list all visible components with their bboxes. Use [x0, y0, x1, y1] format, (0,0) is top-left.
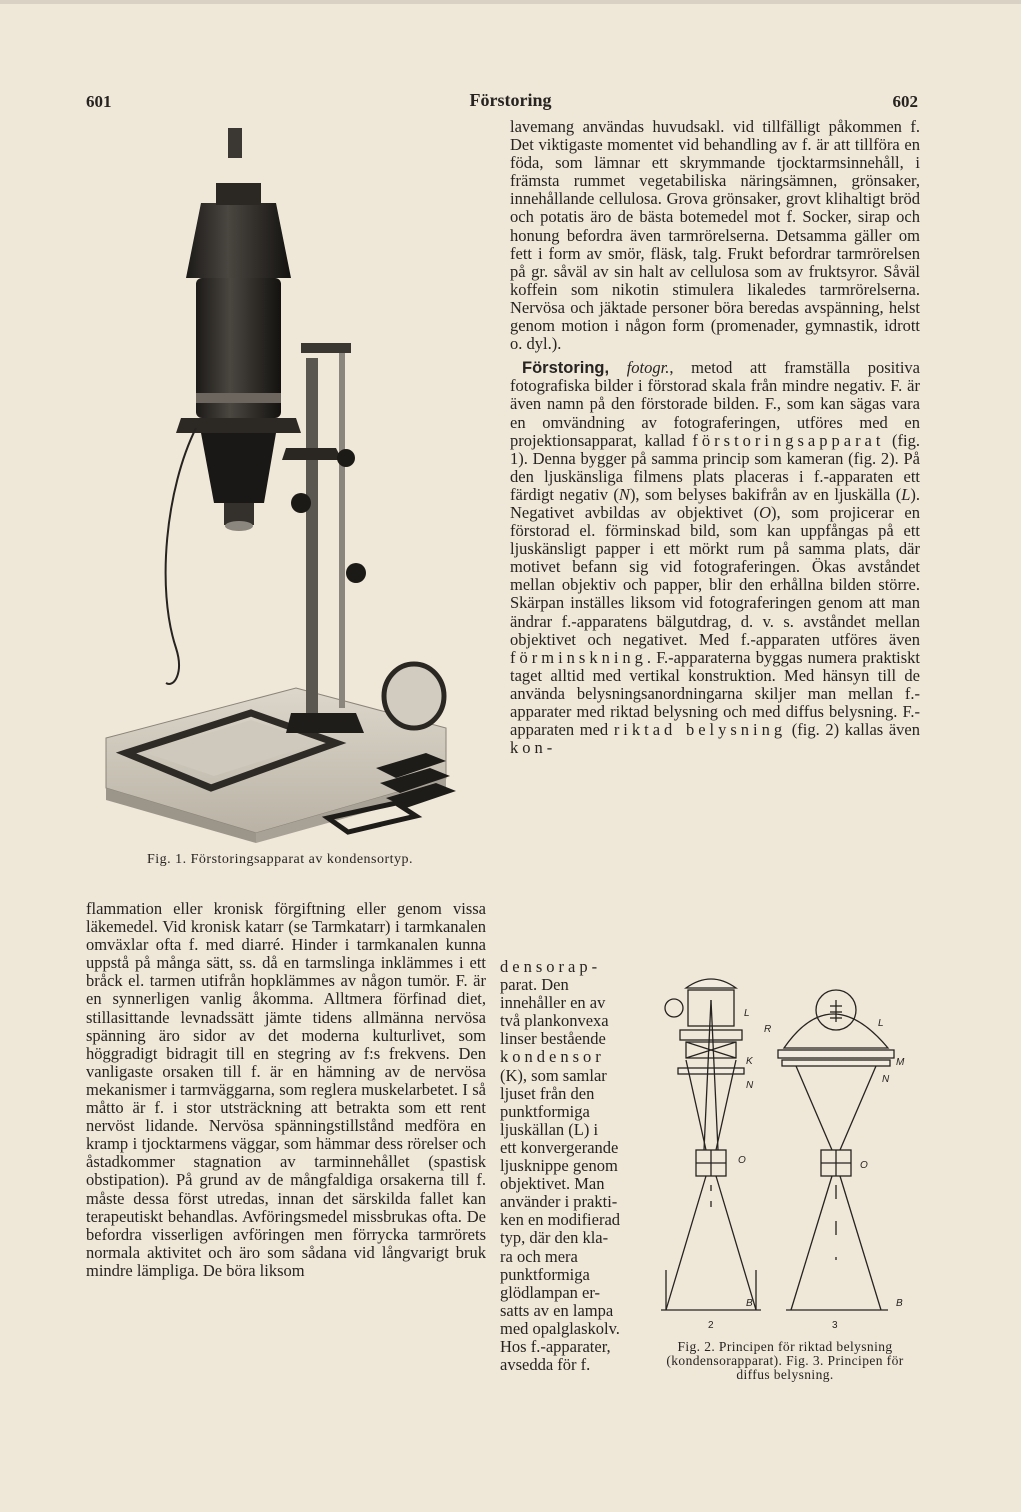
narrow-line: punktformiga [500, 1264, 590, 1284]
narrow-line: kondensor [500, 1047, 605, 1067]
entry-text: , metod att framställa positiva fotografiska bilder i förstorad skala från mindre negativ. F. är även namn på den förstorade bilden. F., som kan sägas vara en omvändning av fotograferingen, utföres med en projektionsapparat, kallad [510, 358, 920, 450]
left-column [86, 900, 486, 1286]
entry-text: (fig. 2) kallas även [786, 720, 920, 740]
narrow-line: ett konvergerande [500, 1137, 619, 1157]
entry-text: . F.-apparaterna byggas numera praktiskt taget alltid med vertikal konstruktion. Med hänsyn till de använda belysningsanordningarna skiljer man mellan f.-apparater med riktad belysning och med diffus belysning. F.-apparaten med [510, 647, 920, 740]
entry-text: ), som belyses bakifrån av en ljuskälla ( [629, 484, 902, 504]
narrow-line: ljuskällan (L) i [500, 1119, 599, 1139]
label-o-fig3: O [860, 1160, 868, 1171]
right-para-1: lavemang användas huvudsakl. vid tillfälligt påkommen f. Det viktigaste momentet vid behandling av f. är att tillföra en föda, som lämnar ett skrymmande tjocktarmsinnehåll, i främsta rummet vegetabiliska näringsämnen, grönsaker, innehållande cellulosa. Grova grönsaker, grovt klihaltigt bröd och potatis äro de bästa botemedel mot f. Socker, sirap och honung befordra även tarmrörelserna. Detsamma gäller om fett i form av smör, fläsk, talg. Frukt befordrar tarmrörelsen på gr. såväl av sin halt av cellulosa som av fruktsyror. Såväl koffein som nikotin stimulera likaledes tarmrörelserna. Nervösa och jäktade personer böra beredas avspänning, helst genom motion i någon form (promenader, gymnastik, idrott o. dyl.). [510, 117, 920, 354]
entry-text: ), som projicerar en förstorad el. förminskad bild, som kan uppfångas på ett ljuskänsligt papper i ett mörkt rum på samma plats, där motivet befann sig vid fotograferingen. Ökas avståndet mellan objektiv och papper, blir den erhållna bilden större. Skärpan inställes liksom vid fotograferingen genom att man ändrar f.-apparatens bälgutdrag, d. v. s. avståndet mellan objektivet och negativet. Med f.-apparaten utföres även [510, 502, 920, 649]
narrow-line: objektivet. Man [500, 1174, 605, 1194]
symbol-n: N [618, 484, 630, 504]
narrow-line: använder i prakti- [500, 1192, 618, 1212]
narrow-line: densorap- [500, 957, 602, 976]
narrow-line: punktformiga [500, 1101, 590, 1121]
page-number-left: 601 [86, 92, 112, 111]
narrow-line: innehåller en av [500, 993, 606, 1013]
entry-text: ). Negativet avbildas av objektivet ( [510, 484, 921, 522]
fig2-diagram [661, 979, 761, 1310]
fig3-diagram [778, 990, 894, 1310]
label-l-fig2: L [744, 1008, 750, 1019]
term-forstoringsapparat: förstoringsapparat [692, 430, 885, 450]
label-m-fig3: M [896, 1057, 905, 1068]
narrow-line: (K), som samlar [500, 1065, 607, 1085]
label-b-fig3: B [896, 1298, 903, 1309]
symbol-o: O [759, 502, 771, 522]
optics-diagram [656, 960, 916, 1330]
fig3-number: 3 [832, 1320, 838, 1330]
label-b-fig2: B [746, 1298, 753, 1309]
narrow-line: ljuset från den [500, 1083, 595, 1103]
term-kondensorapparat-start: kon- [510, 738, 557, 758]
right-column [510, 118, 920, 763]
entry-field: fotogr. [626, 358, 670, 378]
narrow-line: typ, där den kla- [500, 1228, 609, 1248]
term-riktad-belysning: riktad belysning [613, 720, 787, 740]
magnifier [384, 664, 444, 728]
label-o-fig2: O [738, 1155, 746, 1166]
fig2-number: 2 [708, 1320, 714, 1330]
figure23-caption: Fig. 2. Principen för riktad belysning (kondensorapparat). Fig. 3. Principen för diffus belysning. [666, 1339, 904, 1382]
page-edge [0, 0, 1021, 4]
running-head: Förstoring [469, 90, 552, 110]
bellows [201, 433, 276, 503]
label-l-fig3: L [878, 1018, 884, 1029]
narrow-line: parat. Den [500, 975, 569, 995]
narrow-line: två plankonvexa [500, 1011, 609, 1031]
term-forminskning: förminskning [510, 647, 647, 667]
narrow-line: ken en modifierad [500, 1210, 621, 1230]
entry-headword: Förstoring, [522, 359, 610, 378]
figure1-caption: Fig. 1. Förstoringsapparat av kondensortyp. [146, 852, 414, 867]
narrow-line: avsedda för f. [500, 1355, 591, 1375]
entry-text: (fig. 1). Denna bygger på samma princip som kameran (fig. 2). På den ljuskänsliga filmens plats placeras i f.-apparaten ett färdigt negativ ( [510, 430, 921, 504]
narrow-column [500, 958, 654, 1374]
label-r-fig3: R [764, 1024, 772, 1035]
narrow-line: satts av en lampa [500, 1300, 614, 1320]
entry-forstoring [510, 359, 920, 757]
narrow-line: Hos f.-apparater, [500, 1336, 611, 1356]
left-para-1: flammation eller kronisk förgiftning eller genom vissa läkemedel. Vid kronisk katarr (se Tarmkatarr) i tarmkanalen omväxlar ofta f. med diarré. Hinder i tarmkanalen kunna uppstå på många sätt, ss. då en tarmslinga inklämmes i ett bråck el. tarmen utifrån hopklämmes av någon tumör. F. är en synnerligen vanlig åkomma. Alltmera förfinad diet, stillasittande levnadssätt jämte tidens allmänna nervösa spänning äro sidor av det moderna kulturlivet, som höggradigt bidragit till en stegring av f:s frekvens. Den vanligaste orsaken till f. är en hämning av de nervösa mekanismer i tarmväggarna, som reglera muskelarbetet. I så måtto är f. i stor utsträckning att betrakta som ett rent nervöst lidande. Nervösa spänningstillstånd medföra en kramp i tjocktarmens väggar, som hämmar dess rörelser och åstadkommer stagnation av tarminnehållet (spastisk obstipation). På grund av de mångfaldiga orsakerna till f. måste dessa först utredas, innan det särskilda fallet kan terapeutiskt behandlas. Avföringsmedel missbrukas ofta. De befordra visserligen avföringen men förrycka tarmrörets normala aktivitet och äro som sådana vid långvarigt bruk mindre lämpliga. De böra liksom [86, 899, 486, 1280]
symbol-l: L [901, 484, 911, 504]
column [306, 358, 318, 718]
label-n-fig2: N [746, 1080, 754, 1091]
narrow-line: linser bestående [500, 1029, 606, 1049]
narrow-line: med opalglaskolv. [500, 1318, 620, 1338]
label-k-fig2: K [746, 1056, 753, 1067]
narrow-line: ljusknippe genom [500, 1156, 618, 1176]
lamp-house [186, 203, 291, 278]
page-number-right: 602 [892, 92, 918, 111]
enlarger-photo [96, 128, 472, 848]
narrow-line: ra och mera [500, 1246, 578, 1266]
label-n-fig3: N [882, 1074, 890, 1085]
narrow-line: glödlampan er- [500, 1282, 601, 1302]
